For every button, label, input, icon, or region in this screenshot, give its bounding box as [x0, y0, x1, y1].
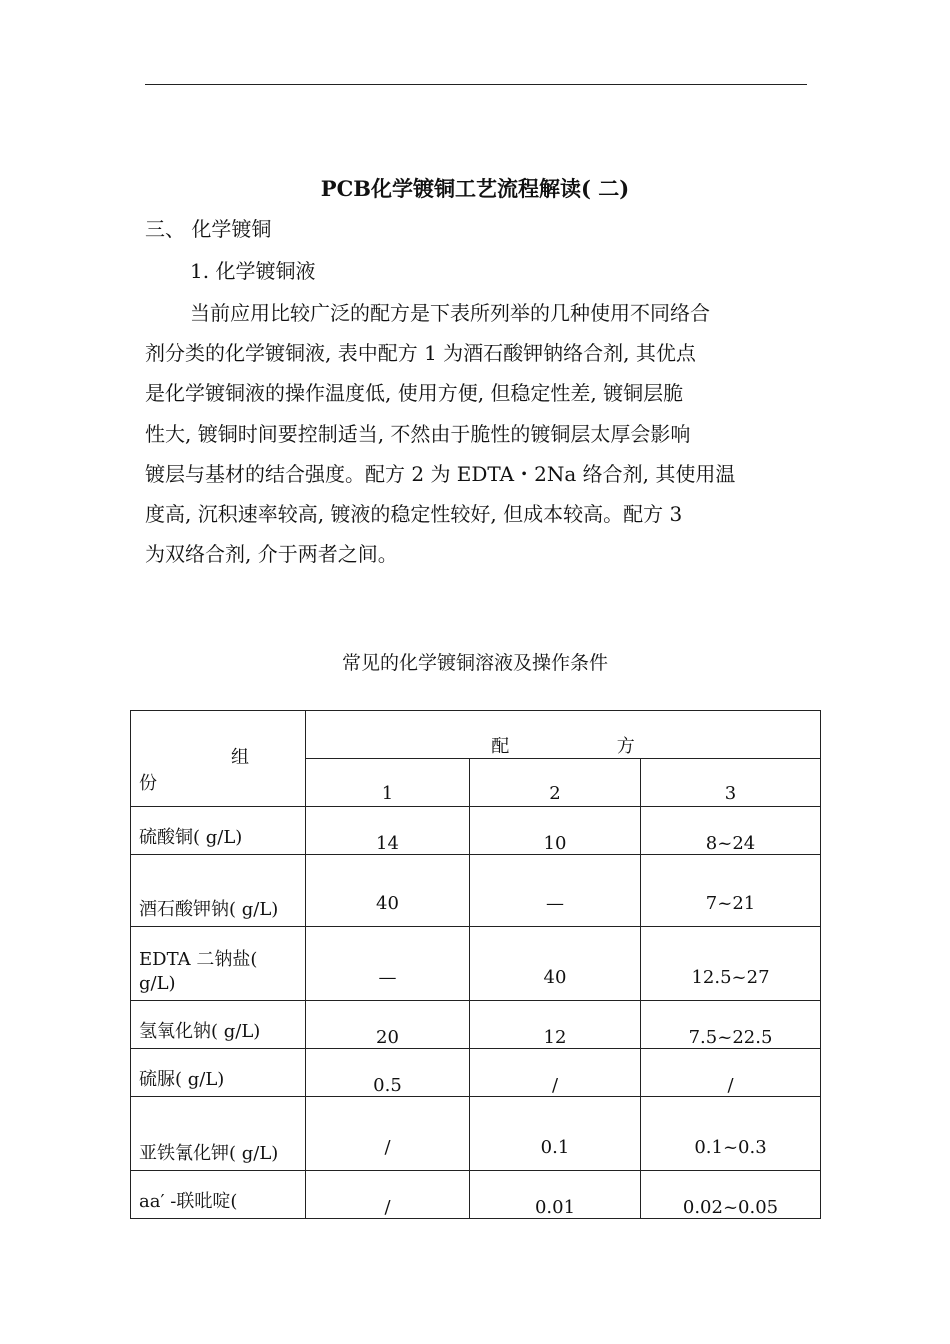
cell-value: 10	[470, 807, 641, 855]
table-row	[131, 855, 821, 927]
column-header: 2	[470, 759, 641, 807]
header-recipe-right: 方	[616, 736, 635, 757]
cell-value: 0.5	[306, 1049, 470, 1097]
section-heading: 三、 化学镀铜	[145, 217, 272, 241]
body-paragraph	[145, 293, 813, 574]
cell-value: /	[306, 1097, 470, 1171]
header-recipe-left: 配	[491, 736, 510, 757]
table-caption: 常见的化学镀铜溶液及操作条件	[341, 652, 608, 674]
cell-value: 14	[306, 807, 470, 855]
header-rule	[145, 84, 807, 85]
header-component	[131, 711, 306, 807]
table-row	[131, 1097, 821, 1171]
subsection-heading: 1. 化学镀铜液	[190, 259, 316, 283]
cell-value: /	[306, 1171, 470, 1219]
cell-value: 0.1~0.3	[641, 1097, 821, 1171]
component-name: aa′ -联吡啶(	[131, 1171, 306, 1219]
table-row	[131, 1001, 821, 1049]
paragraph-line: 度高, 沉积速率较高, 镀液的稳定性较好, 但成本较高。配方 3	[145, 502, 683, 527]
cell-value: —	[306, 927, 470, 1001]
table-row	[131, 1049, 821, 1097]
header-component-b: 份	[139, 773, 157, 794]
paragraph-line: 为双络合剂, 介于两者之间。	[145, 542, 398, 567]
cell-value: 7.5~22.5	[641, 1001, 821, 1049]
cell-value: 40	[470, 927, 641, 1001]
cell-value: 40	[306, 855, 470, 927]
component-name: 硫脲( g/L)	[131, 1049, 306, 1097]
component-name: EDTA 二钠盐( g/L)	[131, 927, 306, 1001]
cell-value: 7~21	[641, 855, 821, 927]
component-name: 硫酸铜( g/L)	[131, 807, 306, 855]
paragraph-line: 剂分类的化学镀铜液, 表中配方 1 为酒石酸钾钠络合剂, 其优点	[145, 341, 696, 366]
paragraph-line: 是化学镀铜液的操作温度低, 使用方便, 但稳定性差, 镀铜层脆	[145, 381, 684, 406]
cell-value: 0.1	[470, 1097, 641, 1171]
component-name: 亚铁氰化钾( g/L)	[131, 1097, 306, 1171]
header-recipe	[306, 711, 821, 759]
column-header: 1	[306, 759, 470, 807]
header-component-a: 组	[231, 747, 249, 768]
component-name: 酒石酸钾钠( g/L)	[131, 855, 306, 927]
cell-value: 0.01	[470, 1171, 641, 1219]
cell-value: /	[641, 1049, 821, 1097]
table-row	[131, 1171, 821, 1219]
recipe-table	[130, 710, 821, 1219]
cell-value: 0.02~0.05	[641, 1171, 821, 1219]
cell-value: /	[470, 1049, 641, 1097]
column-header: 3	[641, 759, 821, 807]
paragraph-line: 镀层与基材的结合强度。配方 2 为 EDTA・2Na 络合剂, 其使用温	[145, 461, 736, 486]
cell-value: 20	[306, 1001, 470, 1049]
paragraph-line: 当前应用比较广泛的配方是下表所列举的几种使用不同络合	[190, 301, 710, 325]
table-row	[131, 807, 821, 855]
component-name: 氢氧化钠( g/L)	[131, 1001, 306, 1049]
document-title: PCB化学镀铜工艺流程解读( 二)	[320, 176, 630, 201]
cell-value: 8~24	[641, 807, 821, 855]
table-row	[131, 927, 821, 1001]
cell-value: —	[470, 855, 641, 927]
cell-value: 12.5~27	[641, 927, 821, 1001]
paragraph-line: 性大, 镀铜时间要控制适当, 不然由于脆性的镀铜层太厚会影响	[145, 421, 691, 446]
cell-value: 12	[470, 1001, 641, 1049]
